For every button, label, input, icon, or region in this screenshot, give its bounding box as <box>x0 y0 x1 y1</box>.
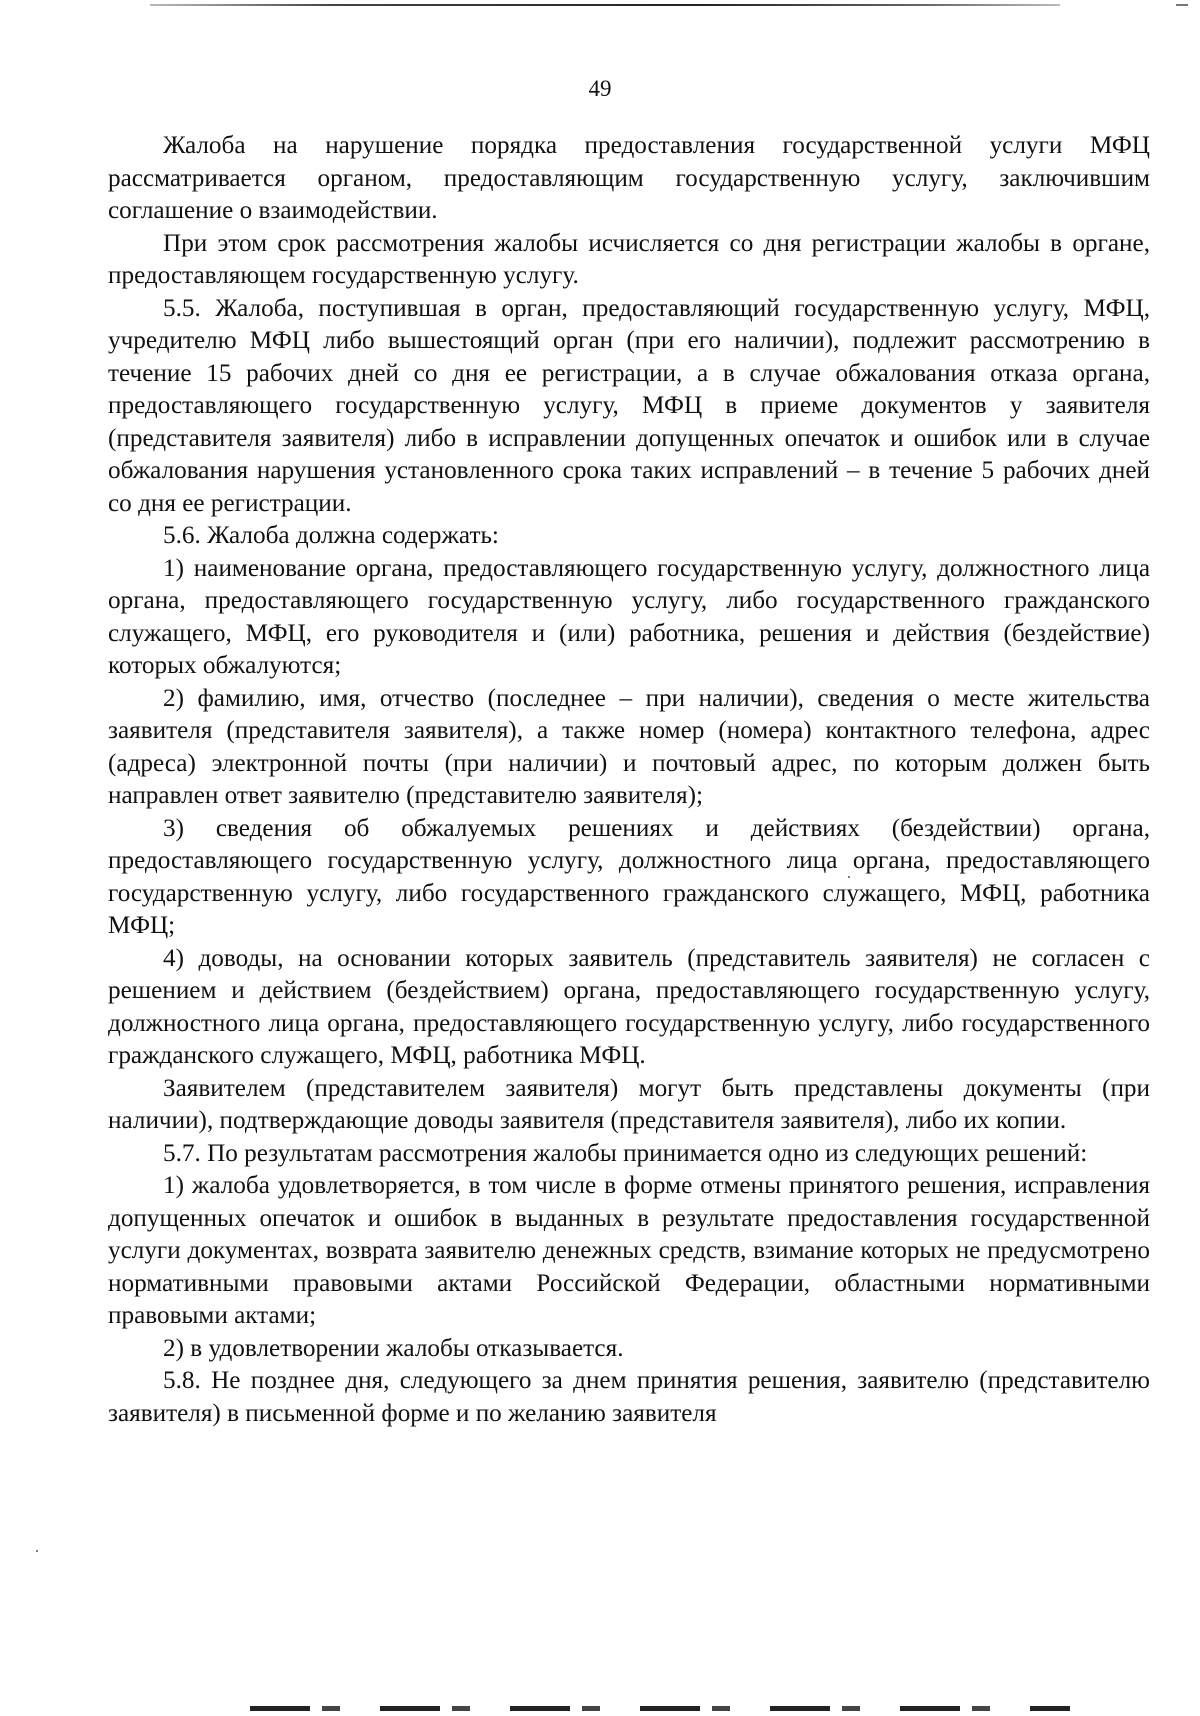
scan-artifact-bottom-line <box>250 1706 1070 1711</box>
paragraph-supporting-documents: Заявителем (представителем заявителя) могут быть представлены документы (при наличии), подтверждающие доводы заявителя (представителя заявителя), либо их копии. <box>108 1074 1150 1134</box>
list-item-5-7-2: 2) в удовлетворении жалобы отказывается. <box>163 1334 624 1362</box>
list-item-5-6-1: 1) наименование органа, предоставляющего государственную услугу, должностного лица органа, предоставляющего государственную услугу, либо государственного гражданского служащего, МФЦ, его руководителя и (или) работника, решения и действия (бездействие) которых обжалуются; <box>108 554 1150 679</box>
document-body <box>108 130 1150 1430</box>
paragraph-5-7: 5.7. По результатам рассмотрения жалобы принимается одно из следующих решений: <box>163 1139 1088 1167</box>
paragraph-5-5: 5.5. Жалоба, поступившая в орган, предоставляющий государственную услугу, МФЦ, учредителю МФЦ либо вышестоящий орган (при его наличии), подлежит рассмотрению в течение 15 рабочих дней со дня ее регистрации, а в случае обжалования отказа органа, предоставляющего государственную услугу, МФЦ в приеме документов у заявителя (представителя заявителя) либо в исправлении допущенных опечаток и ошибок или в случае обжалования нарушения установленного срока таких исправлений – в течение 5 рабочих дней со дня ее регистрации. <box>108 294 1150 517</box>
paragraph-complaint-mfc: Жалоба на нарушение порядка предоставления государственной услуги МФЦ рассматривается органом, предоставляющим государственную услугу, заключившим соглашение о взаимодействии. <box>108 132 1150 224</box>
list-item-5-6-4: 4) доводы, на основании которых заявитель (представитель заявителя) не согласен с решением и действием (бездействием) органа, предоставляющего государственную услугу, должностного лица органа, предоставляющего государственную услугу, либо государственного гражданского служащего, МФЦ, работника МФЦ. <box>108 944 1150 1069</box>
scan-speck <box>36 1550 38 1552</box>
paragraph-5-8: 5.8. Не позднее дня, следующего за днем принятия решения, заявителю (представителю заявителя) в письменной форме и по желанию заявителя <box>108 1367 1150 1427</box>
scan-artifact-top-mark <box>1176 4 1188 6</box>
paragraph-5-6: 5.6. Жалоба должна содержать: <box>163 522 499 549</box>
list-item-5-7-1: 1) жалоба удовлетворяется, в том числе в форме отмены принятого решения, исправления допущенных опечаток и ошибок в выданных в результате предоставления государственной услуги документах, возврата заявителю денежных средств, взимание которых не предусмотрено нормативными правовыми актами Российской Федерации, областными нормативными правовыми актами; <box>108 1172 1150 1329</box>
scan-artifact-top-line <box>150 4 1060 6</box>
paragraph-review-term-start: При этом срок рассмотрения жалобы исчисляется со дня регистрации жалобы в органе, предоставляющем государственную услугу. <box>108 229 1150 289</box>
list-item-5-6-2: 2) фамилию, имя, отчество (последнее – при наличии), сведения о месте жительства заявителя (представителя заявителя), а также номер (номера) контактного телефона, адрес (адреса) электронной почты (при наличии) и почтовый адрес, по которым должен быть направлен ответ заявителю (представителю заявителя); <box>108 684 1150 809</box>
list-item-5-6-3: 3) сведения об обжалуемых решениях и действиях (бездействии) органа, предоставляющего государственную услугу, должностного лица органа, предоставляющего государственную услугу, либо государственного гражданского служащего, МФЦ, работника МФЦ; <box>108 814 1150 939</box>
page-number: 49 <box>588 76 612 101</box>
